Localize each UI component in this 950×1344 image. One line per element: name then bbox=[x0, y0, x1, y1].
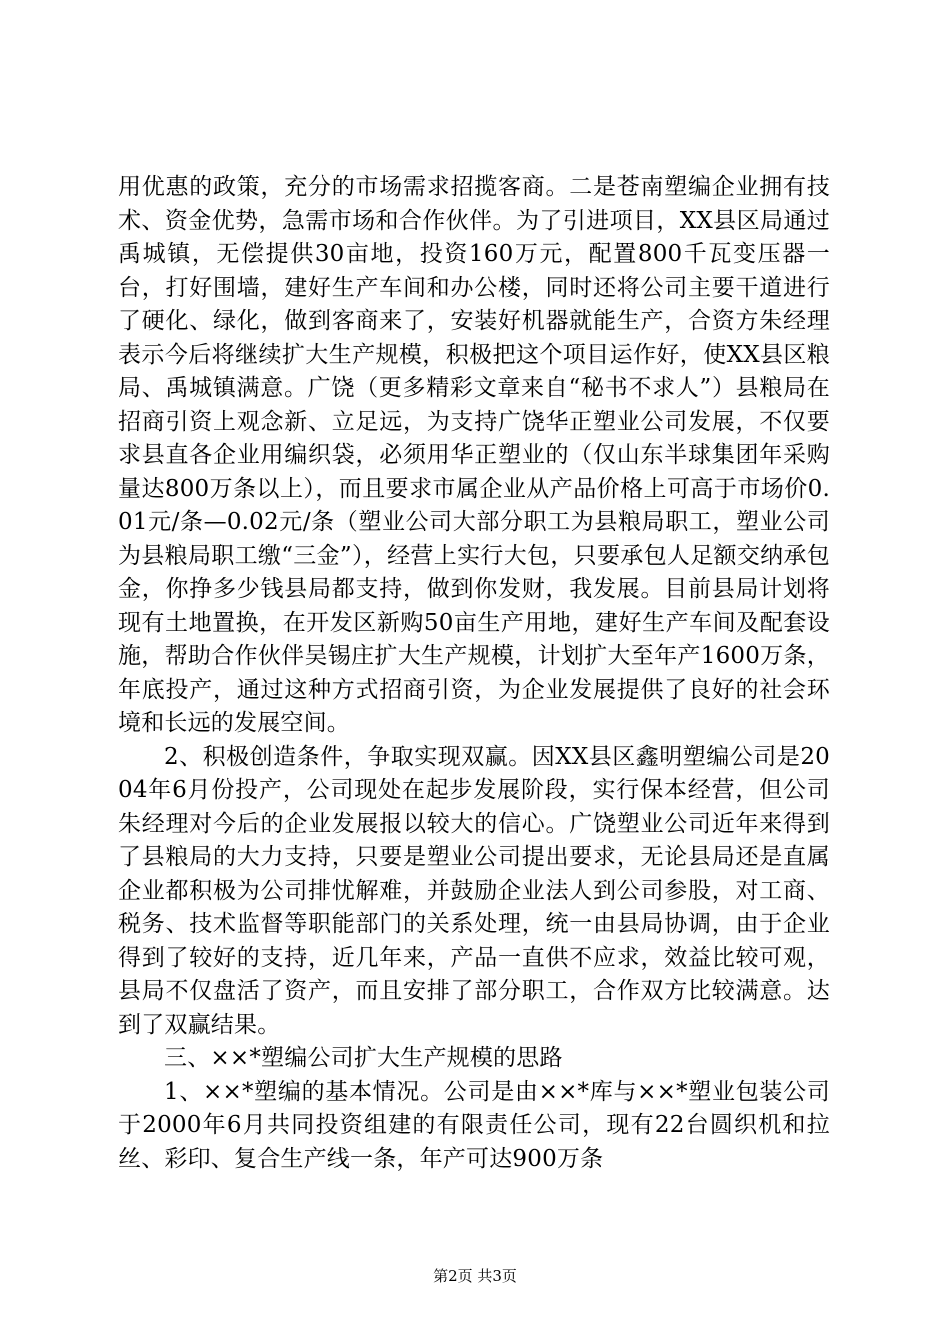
section-heading-3: 三、××*塑编公司扩大生产规模的思路 bbox=[164, 1045, 563, 1071]
page-footer: 第2页 共3页 bbox=[433, 1267, 517, 1285]
paragraph-1: 用优惠的政策，充分的市场需求招揽客商。二是苍南塑编企业拥有技术、资金优势，急需市场和合作伙伴。为了引进项目，XX县区局通过禹城镇，无偿提供30亩地，投资160万元，配置800千瓦变压器一台，打好围墙，建好生产车间和办公楼，同时还将公司主要干道进行了硬化、绿化，做到客商来了，安装好机器就能生产，合资方朱经理表示今后将继续扩大生产规模，积极把这个项目运作好，使XX县区粮局、禹城镇满意。广饶（更多精彩文章来自“秘书不求人”）县粮局在招商引资上观念新、立足远，为支持广饶华正塑业公司发展，不仅要求县直各企业用编织袋，必须用华正塑业的（仅山东半球集团年采购量达800万条以上），而且要求市属企业从产品价格上可高于市场价0.01元/条—0.02元/条（塑业公司大部分职工为县粮局职工，塑业公司为县粮局职工缴“三金”），经营上实行大包，只要承包人足额交纳承包金，你挣多少钱县局都支持，做到你发财，我发展。目前县局计划将现有土地置换，在开发区新购50亩生产用地，建好生产车间及配套设施，帮助合作伙伴吴锡庄扩大生产规模，计划扩大至年产1600万条，年底投产，通过这种方式招商引资，为企业发展提供了良好的社会环境和长远的发展空间。 bbox=[118, 174, 830, 736]
document-body bbox=[118, 171, 830, 1176]
paragraph-2: 2、积极创造条件，争取实现双赢。因XX县区鑫明塑编公司是2004年6月份投产，公司现处在起步发展阶段，实行保本经营，但公司朱经理对今后的企业发展报以较大的信心。广饶塑业公司近年来得到了县粮局的大力支持，只要是塑业公司提出要求，无论县局还是直属企业都积极为公司排忧解难，并鼓励企业法人到公司参股，对工商、税务、技术监督等职能部门的关系处理，统一由县局协调，由于企业得到了较好的支持，近几年来，产品一直供不应求，效益比较可观，县局不仅盘活了资产，而且安排了部分职工，合作双方比较满意。达到了双赢结果。 bbox=[118, 743, 830, 1038]
paragraph-4: 1、××*塑编的基本情况。公司是由××*库与××*塑业包装公司于2000年6月共同投资组建的有限责任公司，现有22台圆织机和拉丝、彩印、复合生产线一条，年产可达900万条 bbox=[118, 1078, 830, 1172]
